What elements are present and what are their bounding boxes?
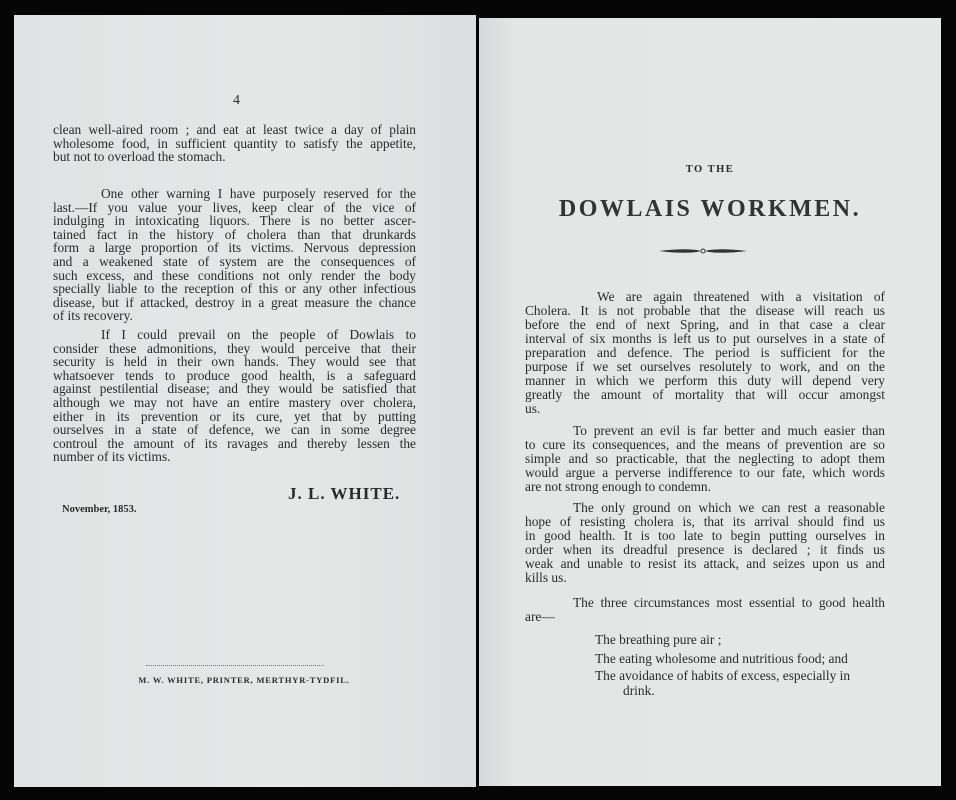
signature: J. L. WHITE.	[288, 484, 401, 503]
text-line: greatly the amount of mortality that will occur amongst	[525, 387, 885, 402]
text-line: Cholera. It is not probable that the disease will reach us	[525, 303, 885, 318]
text-line: controul the amount of its ravages and thereby lessen the	[53, 435, 416, 451]
paragraph	[525, 290, 885, 416]
list-item: The eating wholesome and nutritious food; and	[595, 651, 848, 666]
text-line: kills us.	[525, 570, 567, 585]
list-item: The avoidance of habits of excess, especially in	[595, 668, 851, 683]
text-line: The only ground on which we can rest a reasonable	[573, 500, 885, 515]
list-item: The breathing pure air ;	[595, 632, 722, 647]
text-line: would argue a perverse indifference to our fate, which words	[525, 465, 885, 480]
text-line: To prevent an evil is far better and much easier than	[573, 423, 885, 438]
divider	[146, 665, 324, 666]
text-line: weak and unable to resist its attack, and seizes upon us and	[525, 556, 885, 571]
text-line: form a large proportion of its victims. Nervous depression	[53, 240, 416, 256]
essentials-list	[595, 630, 850, 698]
text-line: clean well-aired room ; and eat at least twice a day of plain	[53, 122, 416, 137]
text-line: One other warning I have purposely reserved for the	[101, 186, 416, 201]
text-line: whatsoever tends to produce good health, is a safeguard	[53, 367, 416, 383]
text-line: If I could prevail on the people of Dowlais to	[101, 327, 416, 342]
pre-title: TO THE	[685, 164, 735, 175]
paragraph	[525, 596, 885, 624]
text-line: number of its victims.	[53, 449, 171, 465]
text-line: are—	[525, 609, 555, 624]
printer-imprint: M. W. WHITE, PRINTER, MERTHYR-TYDFIL.	[138, 675, 350, 685]
ornament-rule-icon	[657, 246, 749, 256]
paragraph	[53, 187, 416, 323]
text-line: specially liable to the reception of this or any other infectious	[53, 281, 416, 297]
text-line: interval of six months is left us to put ourselves in a state of	[525, 331, 885, 346]
text-line: The three circumstances most essential to good health	[573, 595, 885, 610]
text-line: us.	[525, 401, 541, 416]
paragraph	[525, 424, 885, 494]
list-item-continuation: drink.	[623, 683, 655, 698]
paragraph	[53, 328, 416, 464]
text-line: ourselves in a state of defence, we can in some degree	[53, 422, 416, 438]
paragraph	[525, 501, 885, 585]
text-line: such excess, and these conditions not only render the body	[53, 267, 416, 283]
page-number: 4	[233, 93, 240, 108]
text-line: to cure its consequences, and the means of prevention are so	[525, 437, 885, 452]
left-page	[14, 15, 476, 787]
text-line: We are again threatened with a visitation of	[597, 289, 885, 304]
text-line: purpose if we set ourselves resolutely to work, and on the	[525, 359, 885, 374]
text-line: in good health. It is too late to begin putting ourselves in	[525, 528, 885, 543]
text-line: against pestilential disease; and they would be satisfied that	[53, 381, 416, 397]
text-line: last.—If you value your lives, keep clear of the vice of	[53, 199, 416, 215]
text-line: are not strong enough to condemn.	[525, 479, 711, 494]
text-line: manner in which we perform this duty will depend very	[525, 373, 885, 388]
page-title: DOWLAIS WORKMEN.	[558, 196, 862, 222]
text-line: hope of resisting cholera is, that its arrival should find us	[525, 514, 885, 529]
text-line: preparation and defence. The period is sufficient for the	[525, 345, 885, 360]
text-line: tained fact in the history of cholera than that drunkards	[53, 226, 416, 242]
text-line: of its recovery.	[53, 308, 133, 324]
right-page	[479, 18, 941, 786]
text-line: either in its prevention or its cure, yet that by putting	[53, 408, 416, 424]
text-line: consider these admonitions, they would perceive that their	[53, 340, 416, 356]
text-line: simple and so practicable, that the neglecting to adopt them	[525, 451, 885, 466]
text-line: disease, but if attacked, destroy in a great measure the chance	[53, 294, 416, 310]
text-line: although we may not have an entire mastery over cholera,	[53, 394, 416, 410]
text-line: security is held in their own hands. They would see that	[53, 354, 416, 370]
date: November, 1853.	[62, 504, 137, 515]
text-line: wholesome food, in sufficient quantity to satisfy the appetite,	[53, 135, 416, 151]
text-line: but not to overload the stomach.	[53, 149, 226, 165]
text-line: indulging in intoxicating liquors. There is no better ascer-	[53, 213, 416, 229]
text-line: before the end of next Spring, and in that case a clear	[525, 317, 885, 332]
paragraph	[53, 123, 416, 164]
text-line: and a weakened state of system are the consequences of	[53, 253, 416, 269]
text-line: order when its dreadful presence is declared ; it finds us	[525, 542, 885, 557]
